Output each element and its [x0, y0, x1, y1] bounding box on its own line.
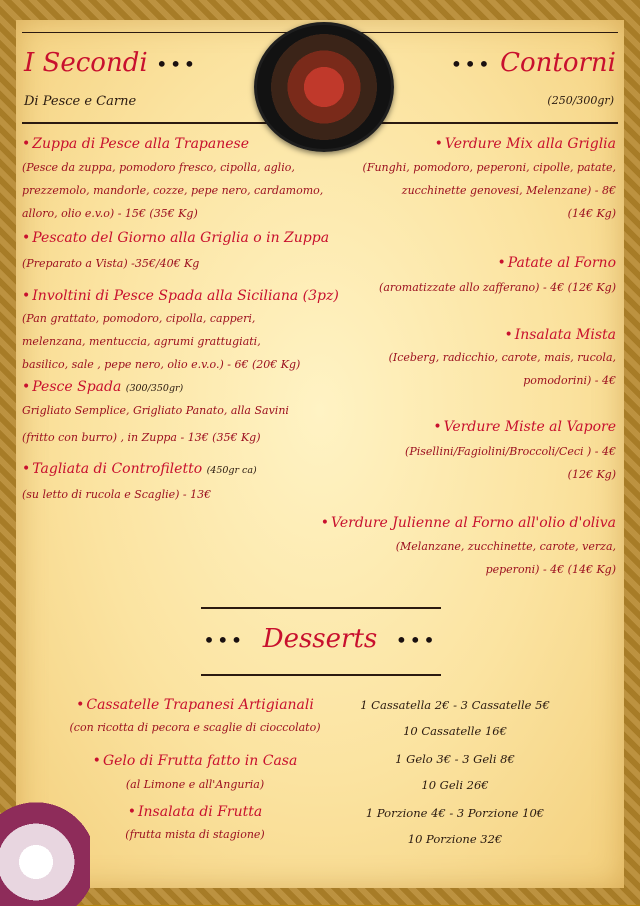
- dessert-item-prices: 1 Cassatella 2€ - 3 Cassatelle 5€ 10 Cassatelle 16€: [360, 698, 550, 738]
- secondi-item-desc: (su letto di rucola e Scaglie) - 13€: [22, 488, 212, 501]
- secondi-item-name: • Pescato del Giorno alla Griglia o in Zuppa: [22, 230, 330, 246]
- secondi-item-name: • Pesce Spada (300/350gr): [22, 379, 184, 395]
- desserts-title: Desserts: [262, 624, 378, 654]
- contorni-item-name: • Verdure Julienne al Forno all'olio d'oliva: [320, 515, 616, 531]
- dessert-item-desc: (frutta mista di stagione): [125, 828, 265, 841]
- desserts-title-row: [0, 624, 640, 655]
- secondi-title-row: [24, 48, 197, 79]
- contorni-item-desc: (aromatizzate allo zafferano) - 4€ (12€ Kg): [379, 281, 616, 294]
- contorni-item-desc: (Pisellini/Fagiolini/Broccoli/Ceci ) - 4€ (12€ Kg): [405, 445, 616, 481]
- contorni-item-name: • Verdure Mix alla Griglia: [434, 136, 616, 152]
- dessert-item-name: • Insalata di Frutta: [127, 804, 263, 820]
- dessert-item-prices: 1 Gelo 3€ - 3 Geli 8€ 10 Geli 26€: [395, 752, 515, 792]
- dessert-item-desc: (con ricotta di pecora e scaglie di cioccolato): [69, 721, 321, 734]
- contorni-item-name: • Verdure Miste al Vapore: [433, 419, 616, 435]
- contorni-title-row: [450, 48, 616, 79]
- desserts-dots-right: •••: [395, 628, 437, 652]
- contorni-subtitle: (250/300gr): [547, 94, 614, 107]
- contorni-item-name: • Insalata Mista: [504, 327, 616, 343]
- contorni-item-desc: (Funghi, pomodoro, peperoni, cipolle, patate, zucchinette genovesi, Melenzane) - 8€ (14€ Kg): [362, 161, 616, 220]
- dessert-item-desc: (al Limone e all'Anguria): [125, 778, 265, 791]
- contorni-item-desc: (Melanzane, zucchinette, carote, verza, peperoni) - 4€ (14€ Kg): [395, 540, 616, 576]
- contorni-item-name: • Patate al Forno: [497, 255, 616, 271]
- secondi-item-desc: (Pan grattato, pomodoro, cipolla, capperi, melenzana, mentuccia, agrumi grattugiati, basilico, sale , pepe nero, olio e.v.o.) - 6€ (20€ Kg): [22, 312, 301, 371]
- secondi-item-name: • Zuppa di Pesce alla Trapanese: [22, 136, 250, 152]
- dessert-item-name: • Gelo di Frutta fatto in Casa: [92, 753, 298, 769]
- secondi-item-desc: (Preparato a Vista) -35€/40€ Kg: [22, 257, 200, 270]
- dessert-item-name: • Cassatelle Trapanesi Artigianali: [76, 697, 314, 713]
- secondi-dots: •••: [155, 52, 198, 76]
- secondi-item-name: • Tagliata di Controfiletto (450gr ca): [22, 461, 257, 477]
- secondi-item-name: • Involtini di Pesce Spada alla Siciliana (3pz): [22, 288, 339, 304]
- seafood-dish-photo: [254, 22, 394, 152]
- secondi-title: I Secondi: [24, 48, 148, 78]
- secondi-subtitle: Di Pesce e Carne: [24, 94, 137, 109]
- contorni-dots: •••: [450, 52, 492, 76]
- secondi-item-desc: (Pesce da zuppa, pomodoro fresco, cipolla, aglio, prezzemolo, mandorle, cozze, pepe nero, cardamomo, alloro, olio e.v.o) - 15€ (35€ Kg): [22, 161, 324, 220]
- desserts-dots-left: •••: [203, 628, 245, 652]
- cassatelle-photo: [0, 796, 90, 906]
- contorni-item-desc: (Iceberg, radicchio, carote, mais, rucola, pomodorini) - 4€: [388, 351, 616, 387]
- desserts-bottom-line: [201, 674, 441, 676]
- contorni-title: Contorni: [500, 48, 616, 78]
- dessert-item-prices: 1 Porzione 4€ - 3 Porzione 10€ 10 Porzione 32€: [365, 806, 545, 846]
- desserts-top-line: [201, 607, 441, 609]
- secondi-item-desc: Grigliato Semplice, Grigliato Panato, alla Savini (fritto con burro) , in Zuppa - 13€ (35€ Kg): [22, 404, 289, 444]
